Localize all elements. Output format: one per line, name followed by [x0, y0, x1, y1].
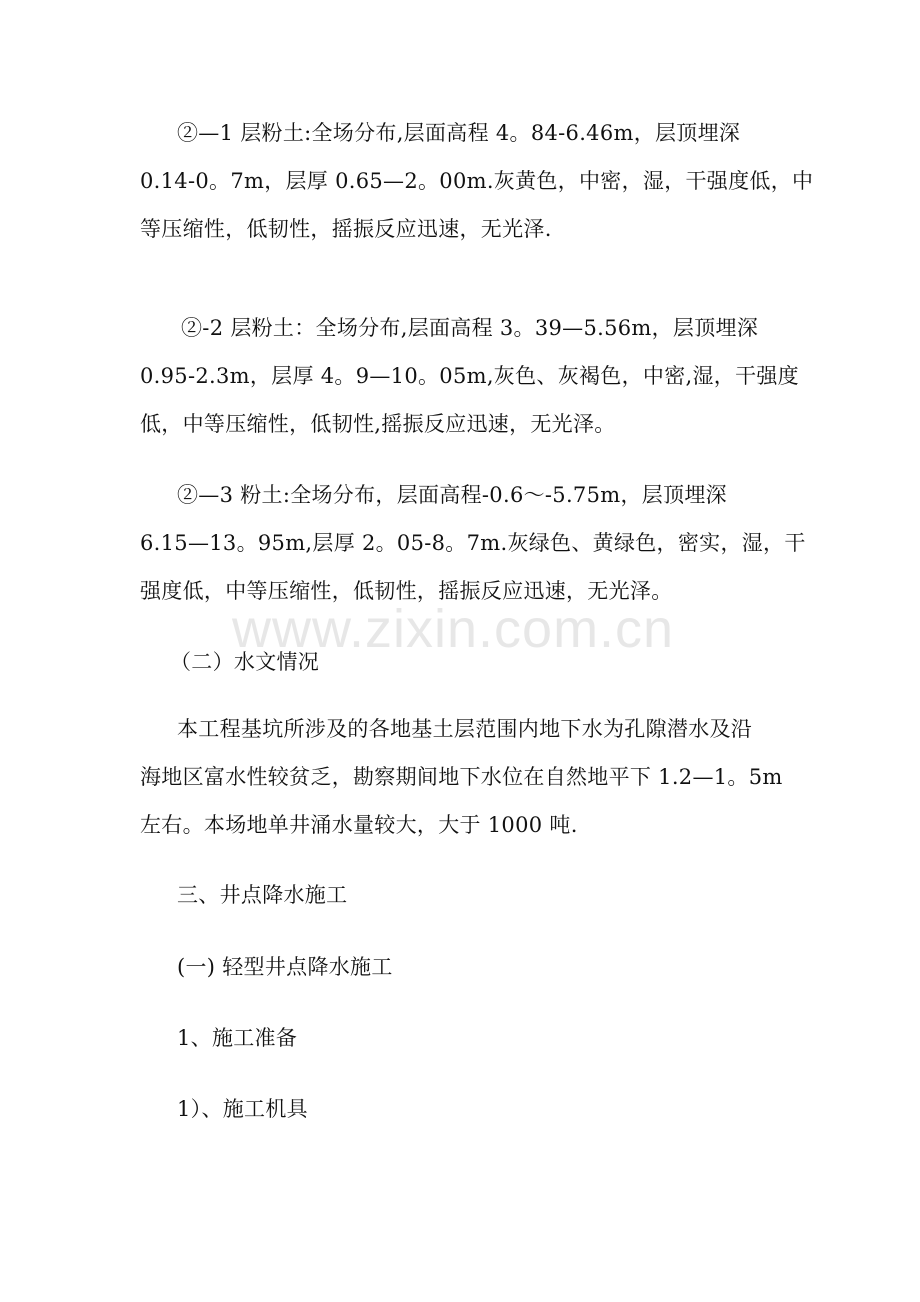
- section-heading: 三、井点降水施工: [177, 883, 348, 907]
- paragraph-line: 6.15—13。95m,层厚 2。05-8。7m.灰绿色、黄绿色，密实，湿，干: [140, 531, 806, 555]
- paragraph-line: 强度低，中等压缩性，低韧性，摇振反应迅速，无光泽。: [140, 579, 673, 603]
- paragraph-line: 本工程基坑所涉及的各地基土层范围内地下水为孔隙潜水及沿: [177, 717, 753, 741]
- paragraph-line: 海地区富水性较贫乏，勘察期间地下水位在自然地平下 1.2—1。5m: [140, 765, 783, 789]
- subsection-heading: (一) 轻型井点降水施工: [177, 955, 393, 979]
- paragraph-line: 等压缩性，低韧性，摇振反应迅速，无光泽.: [140, 217, 552, 241]
- paragraph-line: 0.95-2.3m，层厚 4。9—10。05m,灰色、灰褐色，中密,湿，干强度: [140, 364, 799, 388]
- item-heading: 1、施工准备: [177, 1026, 298, 1050]
- paragraph-line: ②—3 粉土:全场分布，层面高程-0.6～-5.75m，层顶埋深: [177, 483, 727, 507]
- watermark: www.zixin.com.cn: [232, 599, 675, 659]
- paragraph-line: 左右。本场地单井涌水量较大，大于 1000 吨.: [140, 813, 578, 837]
- paragraph-line: ②—1 层粉土:全场分布,层面高程 4。84-6.46m，层顶埋深: [177, 121, 741, 145]
- item-heading: 1）、施工机具: [177, 1097, 308, 1121]
- paragraph-line: 0.14-0。7m，层厚 0.65—2。00m.灰黄色，中密，湿，干强度低，中: [140, 169, 814, 193]
- paragraph-line: 低，中等压缩性，低韧性,摇振反应迅速，无光泽。: [140, 412, 616, 436]
- section-heading: （二）水文情况: [170, 650, 320, 674]
- paragraph-line: ②-2 层粉土：全场分布,层面高程 3。39—5.56m，层顶埋深: [181, 316, 759, 340]
